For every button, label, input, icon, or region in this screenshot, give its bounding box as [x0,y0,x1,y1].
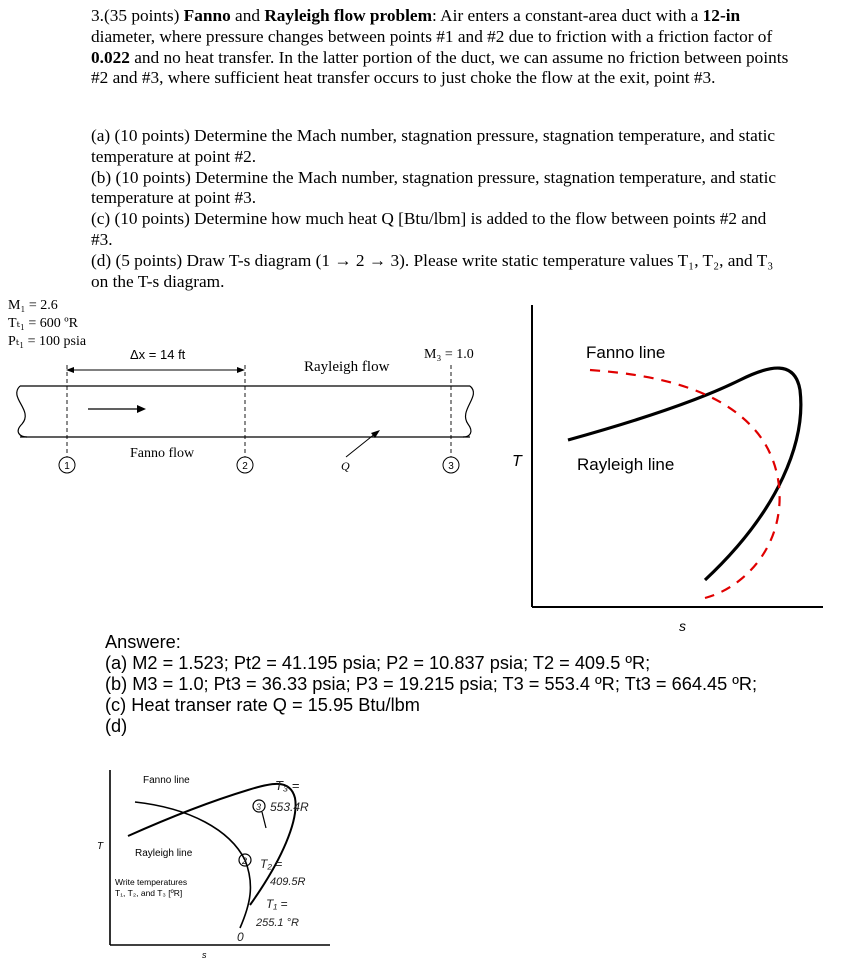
sketch-t1-label: T₁ = [266,897,288,911]
answer-d: (d) [105,716,128,736]
duct-right-break [463,386,473,437]
sketch-t-label: T [97,841,104,852]
problem-friction-factor: 0.022 [91,47,130,67]
answer-a: (a) M2 = 1.523; Pt2 = 41.195 psia; P2 = 10.837 psia; T2 = 409.5 ºR; [105,653,651,673]
problem-title-rayleigh: Rayleigh flow problem [264,6,433,25]
problem-title-and: and [230,6,265,25]
duct-left-break [17,386,27,437]
problem-lead: : Air enters a constant-area duct with a [432,6,703,25]
sketch-t2-value: 409.5R [270,876,306,888]
duct-diagram [17,365,474,473]
station-2-number: 2 [242,461,248,472]
part-c: (c) (10 points) Determine how much heat Q [Btu/lbm] is added to the flow between points #2 and #3. [91,209,767,249]
fanno-flow-label: Fanno flow [130,446,195,461]
problem-after-diameter: diameter, where pressure changes between points #1 and #2 due to friction with a friction factor of [91,26,773,46]
answers-block [105,632,757,737]
sketch-t3-value: 553.4R [270,800,309,814]
part-b: (b) (10 points) Determine the Mach number, stagnation pressure, stagnation temperature, and static temperature at point #3. [91,167,777,208]
ts-s-label: s [679,618,686,634]
m1-label: M₁ = 2.6 [8,298,58,313]
problem-tail: and no heat transfer. In the latter portion of the duct, we can assume no friction between points #2 and #3, where sufficient heat transfer occurs to just choke the flow at the exit, point #3. [91,47,789,88]
problem-diameter: 12-in [702,6,741,25]
sketch-t3-label: T₃ = [275,778,300,793]
sketch-pt2-number: 2 [242,856,248,866]
ts-fanno-label: Fanno line [586,343,666,362]
sketch-rayleigh-label: Rayleigh line [135,848,193,859]
sketch-fanno-curve [135,802,250,928]
rayleigh-flow-label: Rayleigh flow [304,359,390,375]
dx-arrow-right [237,367,245,373]
q-label: Q [341,459,350,473]
tt1-label: Tₜ₁ = 600 ºR [8,316,78,331]
station-3-number: 3 [448,461,454,472]
sketch-pt3-number: 3 [256,802,262,812]
dx-label: Δx = 14 ft [130,347,186,362]
sketch-arrow-2-3 [262,812,266,828]
sketch-t1-value: 255.1 °R [256,917,299,929]
station-1-number: 1 [64,461,70,472]
answer-c: (c) Heat transer rate Q = 15.95 Btu/lbm [105,695,420,715]
flow-arrow-head [137,405,146,413]
ts-diagram [532,305,823,607]
part-d: (d) (5 points) Draw T-s diagram (1 → 2 → 3). Please write static temperature values T₁, T₂, and T₃ on the T-s diagram. [91,250,774,291]
sketch-pt1-number: 0 [237,930,244,944]
sketch-write-temps-1: Write temperatures [115,877,188,887]
problem-title-fanno: Fanno [183,6,231,25]
sketch-t2-label: T₂ = [260,857,283,871]
ts-t-label: T [512,453,522,470]
m3-label: M₃ = 1.0 [424,347,474,362]
problem-prefix: 3.(35 points) [91,6,184,25]
sketch-s-label: s [202,950,207,960]
answer-b: (b) M3 = 1.0; Pt3 = 36.33 psia; P3 = 19.215 psia; T3 = 553.4 ºR; Tt3 = 664.45 ºR; [105,674,758,694]
pt1-label: Pₜ₁ = 100 psia [8,334,87,349]
part-a: (a) (10 points) Determine the Mach number, stagnation pressure, stagnation temperature, and static temperature at point #2. [91,126,776,166]
sketch-write-temps-2: T₁, T₂, and T₃ [ºR] [115,888,183,898]
answers-heading: Answere: [105,632,181,652]
ts-rayleigh-label: Rayleigh line [577,455,675,474]
sketch-fanno-label: Fanno line [143,775,190,786]
